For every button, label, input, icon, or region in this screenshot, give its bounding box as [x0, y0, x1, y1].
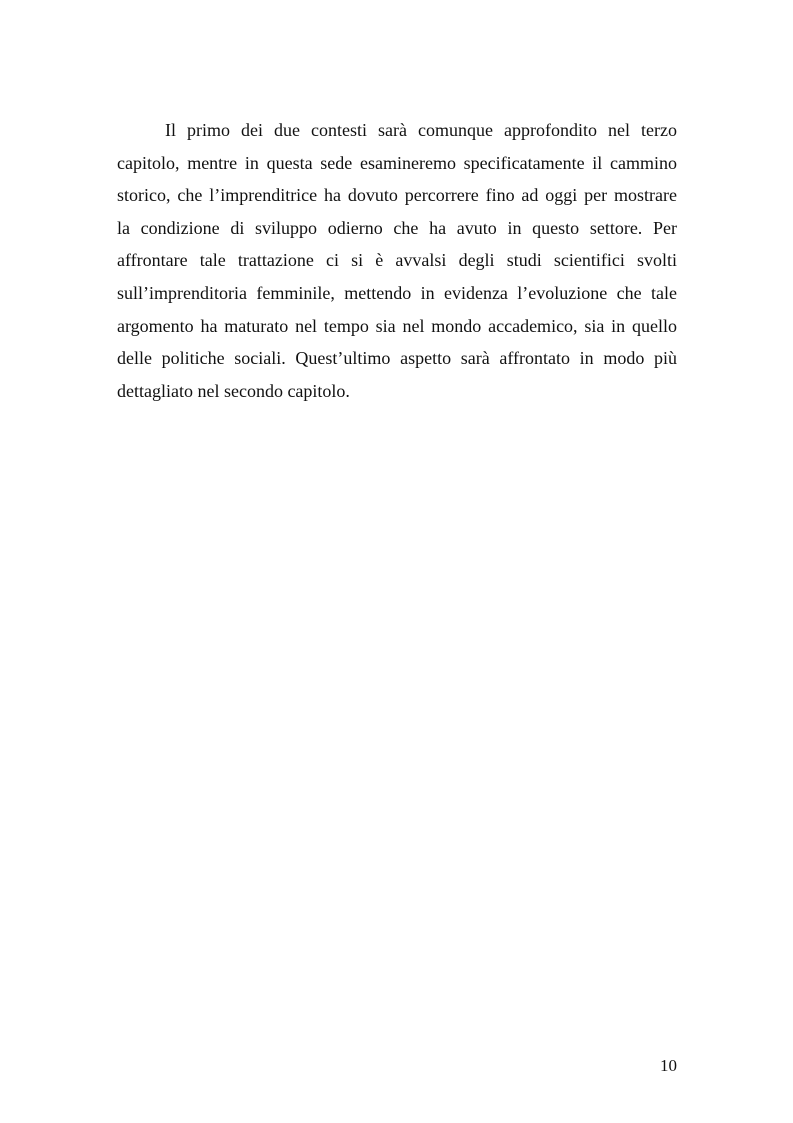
paragraph-line: argomento ha maturato nel tempo sia nel mondo accademico, sia in quello [117, 315, 677, 336]
paragraph-line: dettagliato nel secondo capitolo. [117, 380, 350, 401]
paragraph-line: affrontare tale trattazione ci si è avvalsi degli studi scientifici svolti [117, 250, 677, 271]
paragraph-line: Il primo dei due contesti sarà comunque approfondito nel terzo [165, 120, 677, 140]
body-paragraph [117, 114, 677, 407]
paragraph-line: sull’imprenditoria femminile, mettendo in evidenza l’evoluzione che tale [117, 282, 677, 303]
paragraph-line: la condizione di sviluppo odierno che ha avuto in questo settore. Per [117, 217, 677, 238]
page-number: 10 [660, 1056, 677, 1075]
paragraph-line: delle politiche sociali. Quest’ultimo aspetto sarà affrontato in modo più [117, 348, 677, 369]
paragraph-line: capitolo, mentre in questa sede esamineremo specificatamente il cammino [117, 152, 677, 173]
paragraph-line: storico, che l’imprenditrice ha dovuto percorrere fino ad oggi per mostrare [117, 185, 677, 206]
